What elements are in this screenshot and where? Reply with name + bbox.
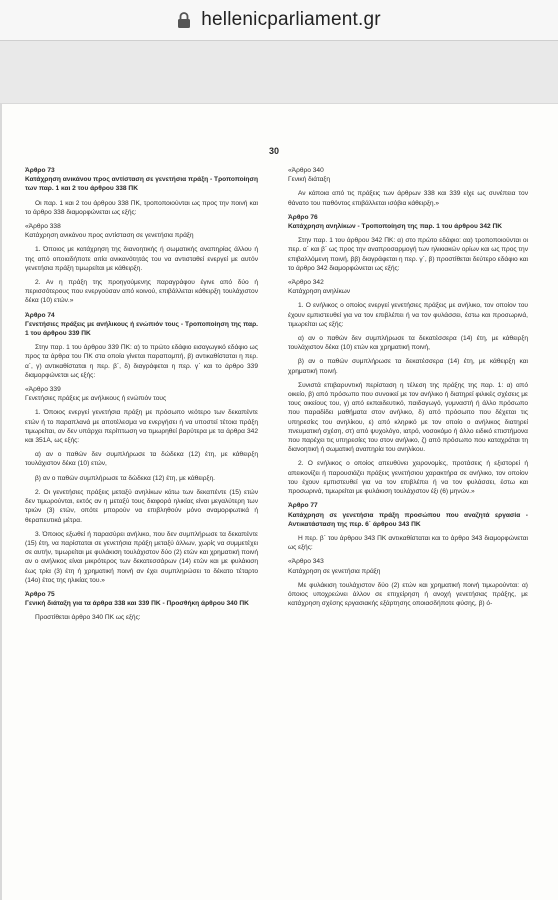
- article-title: Άρθρο 75 Γενική διάταξη για τα άρθρα 338 και 339 ΠΚ - Προσθήκη άρθρου 340 ΠΚ: [25, 590, 249, 608]
- paragraph: 1. Όποιος ενεργεί γενετήσια πράξη με πρόσωπο νεότερο των δεκαπέντε ετών ή το παραπλανά με αποτέλεσμα να ενεργήσει ή να υποστεί τέτοια πράξη τιμωρείται, αν δεν υπάρχει περίπτωση να τιμωρηθεί βαρύτερα με τα άρθρα 342 και 351Α, ως εξής:: [25, 409, 258, 445]
- paragraph: Στην παρ. 1 του άρθρου 339 ΠΚ: α) το πρώτο εδάφιο εισαγωγικό εδάφιο ως προς τα άρθρα του ΠΚ στα οποία γίνεται παραπομπή, β) αντικαθίσταται η περ. α΄, γ) αντικαθίσταται η περ. β΄, δ) διαγράφεται η περ. γ΄ και το άρθρο 339 διαμορφώνεται ως εξής:: [25, 344, 258, 379]
- quoted-article-heading: «Άρθρο 338 Κατάχρηση ανικάνου προς αντίσταση σε γενετήσια πράξη: [25, 223, 194, 240]
- quoted-article-heading: «Άρθρο 340 Γενική διάταξη: [288, 167, 331, 184]
- paragraph: α) αν ο παθών δεν συμπλήρωσε τα δώδεκα (12) έτη, με κάθειρξη τουλάχιστον δέκα (10) ετών,: [25, 451, 258, 468]
- quoted-article-heading: «Άρθρο 342 Κατάχρηση ανηλίκων: [288, 279, 351, 296]
- article-title: Άρθρο 76 Κατάχρηση ανηλίκων - Τροποποίηση της παρ. 1 του άρθρου 342 ΠΚ: [288, 213, 503, 231]
- right-column: [288, 166, 528, 613]
- article-title: Άρθρο 74 Γενετήσιες πράξεις με ανήλικους ή ενώπιόν τους - Τροποποίηση της παρ. 1 του άρθρου 339 ΠΚ: [25, 311, 258, 338]
- paragraph: Συνιστά επιβαρυντική περίσταση η τέλεση της πράξης της παρ. 1: α) από οικείο, β) από πρόσωπο που συνοικεί με τον ανήλικο ή διατηρεί φιλικές σχέσεις με τους οικείους του, γ) από εκπαιδευτικό, παιδαγωγό, γυμναστή ή άλλο πρόσωπο που παραδίδει μαθήματα στον ανήλικο, δ) από πρόσωπο που δέχεται τις υπηρεσίες του ανηλίκου, ε) από κληρικό με τον οποίο ο ανήλικος διατηρεί πνευματική σχέση, στ) από ψυχολόγο, ιατρό, νοσοκόμο ή άλλο ειδικό επιστήμονα που παρέχει τις υπηρεσίες του στον ανήλικο, ζ) από πρόσωπο που καταχράται τη διανοητική ή σωματική αναπηρία του ανηλίκου.: [288, 381, 528, 454]
- quoted-article-heading: «Άρθρο 339 Γενετήσιες πράξεις με ανήλικους ή ενώπιόν τους: [25, 386, 167, 403]
- paragraph: Οι παρ. 1 και 2 του άρθρου 338 ΠΚ, τροποποιούνται ως προς την ποινή και το άρθρο 338 διαμορφώνεται ως εξής:: [25, 199, 258, 216]
- paragraph: 1. Ο ενήλικος ο οποίος ενεργεί γενετήσιες πράξεις με ανήλικο, τον οποίον του έχουν εμπιστευθεί για να τον επιβλέπει ή να τον φυλάσσει, έστω και προσωρινά, τιμωρείται ως εξής:: [288, 302, 528, 328]
- lock-icon: [177, 11, 191, 29]
- paragraph: Με φυλάκιση τουλάχιστον δύο (2) ετών και χρηματική ποινή τιμωρούνται: α) όποιος υποχρεώνει άλλον σε επιχείρηση ή ανοχή γενετήσιας πράξης, με κατάχρηση σχέσης εργασιακής εξάρτησης οποιασδήποτε φύσης, β) ό-: [288, 581, 528, 608]
- page-number: 30: [268, 146, 279, 156]
- paragraph: 2. Αν η πράξη της προηγούμενης παραγράφου έγινε από δύο ή περισσότερους που ενεργούσαν από κοινού, επιβάλλεται κάθειρξη τουλάχιστον δέκα (10) ετών.»: [25, 279, 258, 305]
- paragraph: Αν κάποια από τις πράξεις των άρθρων 338 και 339 είχε ως συνέπεια τον θάνατο του παθόντος επιβάλλεται ισόβια κάθειρξη.»: [288, 190, 528, 207]
- paragraph: β) αν ο παθών συμπλήρωσε τα δεκατέσσερα (14) έτη, με κάθειρξη και χρηματική ποινή.: [288, 358, 528, 375]
- document-page: [2, 104, 558, 900]
- article-title: Άρθρο 77 Κατάχρηση σε γενετήσια πράξη προσώπου που αναζητά εργασία - Αντικατάσταση της περ. 6΄ άρθρου 343 ΠΚ: [288, 502, 528, 528]
- paragraph: Η περ. β΄ του άρθρου 343 ΠΚ αντικαθίσταται και το άρθρο 343 διαμορφώνεται ως εξής:: [288, 534, 528, 552]
- quoted-article-heading: «Άρθρο 343 Κατάχρηση σε γενετήσια πράξη: [288, 558, 381, 575]
- paragraph: 3. Όποιος εξωθεί ή παρασύρει ανήλικο, που δεν συμπλήρωσε τα δεκαπέντε (15) έτη, να παρίσταται σε γενετήσια πράξη μεταξύ άλλων, χωρίς να συμμετέχει σε αυτήν, τιμωρείται με φυλάκιση τουλάχιστον δύο (2) ετών και χρηματική ποινή αν ο ανήλικος είναι μικρότερος των δεκατεσσάρων (14) ετών και με φυλάκιση έως τρία (3) έτη ή χρηματική ποινή αν έχει συμπληρώσει το δέκατο τέταρτο (14ο) έτος της ηλικίας του.»: [25, 530, 258, 584]
- url-text[interactable]: hellenicparliament.gr: [201, 9, 381, 30]
- paragraph: Στην παρ. 1 του άρθρου 342 ΠΚ: α) στο πρώτο εδάφιο: αα) τροποποιούνται οι περ. α΄ και β΄ ως προς την αναπροσαρμογή των ηλικιακών ορίων και ως προς την επιβαλλόμενη ποινή, ββ) διαγράφεται η περ. γ΄, β) προστίθεται δεύτερο εδάφιο και το άρθρο 342 διαμορφώνεται ως εξής:: [288, 237, 528, 272]
- paragraph: α) αν ο παθών δεν συμπλήρωσε τα δεκατέσσερα (14) έτη, με κάθειρξη τουλάχιστον δέκα (10) ετών και χρηματική ποινή,: [288, 335, 528, 352]
- browser-address-bar[interactable]: [0, 0, 558, 41]
- paragraph: Προστίθεται άρθρο 340 ΠΚ ως εξής:: [35, 614, 141, 622]
- page-background: [0, 41, 558, 103]
- paragraph: 2. Οι γενετήσιες πράξεις μεταξύ ανηλίκων κάτω των δεκαπέντε (15) ετών δεν τιμωρούνται, εκτός αν η μεταξύ τους διαφορά ηλικίας είναι μεγαλύτερη των τριών (3) ετών, οπότε μπορούν να επιβληθούν μόνο αναμορφωτικά ή θεραπευτικά μέτρα.: [25, 488, 258, 524]
- paragraph: 1. Όποιος με κατάχρηση της διανοητικής ή σωματικής αναπηρίας άλλου ή της από οποιαδήποτε αιτία ανικανότητάς του να αντισταθεί ενεργεί με αυτόν γενετήσια πράξη τιμωρείται με κάθειρξη.: [25, 246, 258, 272]
- paragraph: 2. Ο ενήλικος ο οποίος απευθύνει χειρονομίες, προτάσεις ή εξιστορεί ή απεικονίζει ή παρουσιάζει πράξεις γενετήσιου χαρακτήρα σε ανήλικο, τον οποίον του έχουν εμπιστευθεί για να τον επιβλέπει ή να τον φυλάσσει, έστω και προσωρινά, τιμωρείται με φυλάκιση τουλάχιστον έξι (6) μηνών.»: [288, 460, 528, 496]
- left-column: [25, 166, 258, 628]
- article-title: Άρθρο 73 Κατάχρηση ανικάνου προς αντίσταση σε γενετήσια πράξη - Τροποποίηση των παρ. 1 και 2 του άρθρου 338 ΠΚ: [25, 167, 259, 193]
- paragraph: β) αν ο παθών συμπλήρωσε τα δώδεκα (12) έτη, με κάθειρξη.: [35, 474, 215, 482]
